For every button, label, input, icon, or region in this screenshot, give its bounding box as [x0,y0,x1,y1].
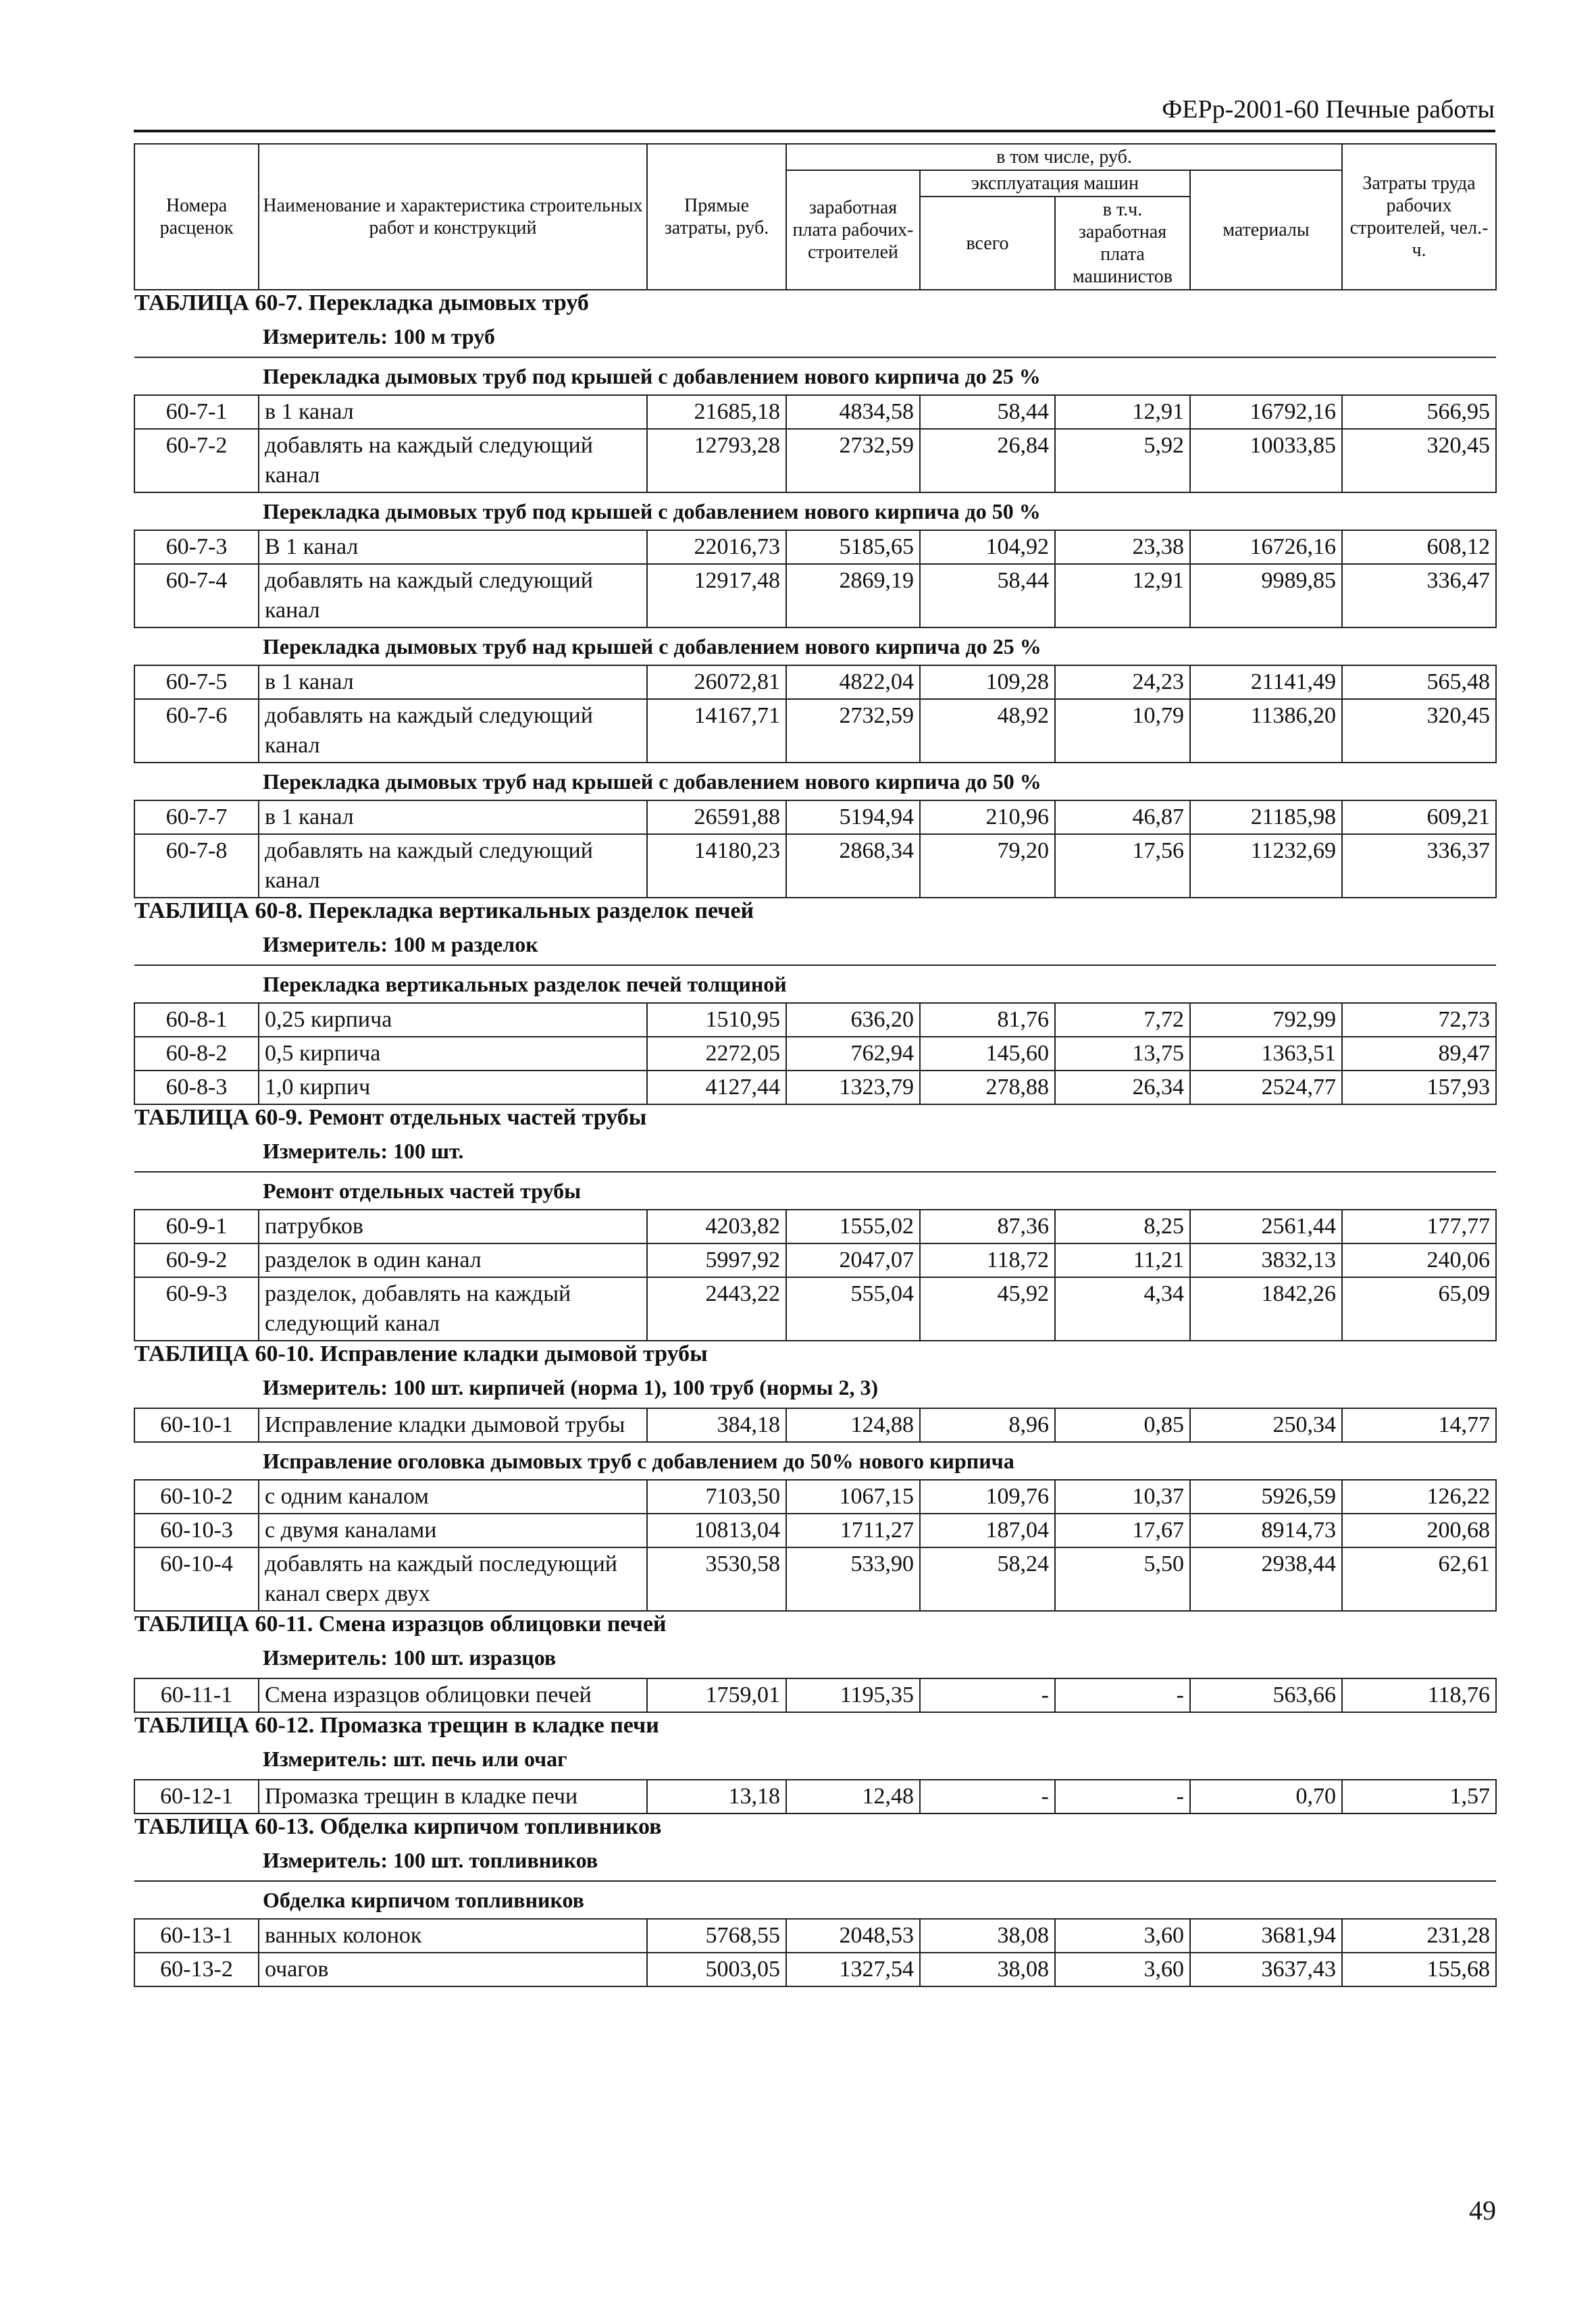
table-row [134,530,1496,564]
measure-row [134,1131,1496,1172]
cell-mach: 81,76 [920,1003,1055,1037]
cell-direct: 3530,58 [647,1547,786,1611]
cell-mach-wages: 3,60 [1055,1919,1190,1953]
cell-labor: 336,47 [1342,564,1496,627]
measure-row [134,1367,1496,1408]
section-title: ТАБЛИЦА 60-11. Смена изразцов облицовки печей [134,1612,667,1637]
cell-labor: 118,76 [1342,1678,1496,1712]
cell-mach: 145,60 [920,1037,1055,1071]
cell-name: 1,0 кирпич [259,1071,647,1104]
cell-mach: 109,28 [920,665,1055,699]
cell-labor: 565,48 [1342,665,1496,699]
cell-wages: 1323,79 [786,1071,920,1104]
cell-direct: 13,18 [647,1780,786,1814]
cell-labor: 157,93 [1342,1071,1496,1104]
table-row [134,1514,1496,1547]
section-title-row [134,1712,1496,1739]
header-rule [134,130,1495,132]
cell-direct: 1759,01 [647,1678,786,1712]
col-machines-header: эксплуатация машин [920,170,1190,197]
cell-mach-wages: 23,38 [1055,530,1190,564]
cell-direct: 384,18 [647,1408,786,1442]
cell-name: очагов [259,1953,647,1986]
cell-wages: 1555,02 [786,1210,920,1243]
cell-wages: 1711,27 [786,1514,920,1547]
cell-code: 60-7-6 [134,699,259,763]
section-title: ТАБЛИЦА 60-12. Промазка трещин в кладке печи [134,1713,659,1738]
group-heading: Перекладка дымовых труб под крышей с добавлением нового кирпича до 50 % [134,492,1496,530]
cell-direct: 22016,73 [647,530,786,564]
cell-name: Исправление кладки дымовой трубы [259,1408,647,1442]
cell-mach: 48,92 [920,699,1055,763]
cell-direct: 7103,50 [647,1480,786,1514]
cell-mach-wages: 3,60 [1055,1953,1190,1986]
cell-materials: 2561,44 [1190,1210,1342,1243]
cell-mach: 58,44 [920,395,1055,429]
cell-mach: 58,24 [920,1547,1055,1611]
cell-code: 60-9-1 [134,1210,259,1243]
table-row [134,1953,1496,1986]
measure-unit: Измеритель: 100 шт. топливников [134,1840,1496,1881]
cell-mach-wages: 12,91 [1055,395,1190,429]
table-row [134,1210,1496,1243]
cell-mach-wages: 8,25 [1055,1210,1190,1243]
cell-labor: 177,77 [1342,1210,1496,1243]
table-row [134,1071,1496,1104]
cell-wages: 4834,58 [786,395,920,429]
cell-wages: 636,20 [786,1003,920,1037]
cell-wages: 2868,34 [786,834,920,898]
cell-mach-wages: 17,56 [1055,834,1190,898]
cell-direct: 10813,04 [647,1514,786,1547]
table-row [134,800,1496,834]
table-row [134,1243,1496,1277]
measure-row [134,1637,1496,1678]
cell-mach-wages: 5,50 [1055,1547,1190,1611]
group-heading: Перекладка вертикальных разделок печей толщиной [134,965,1496,1003]
cell-name: разделок в один канал [259,1243,647,1277]
cell-name: добавлять на каждый последующий канал сверх двух [259,1547,647,1611]
table-row [134,1547,1496,1611]
group-heading-row [134,627,1496,665]
cell-materials: 2938,44 [1190,1547,1342,1611]
table-row [134,1003,1496,1037]
cell-mach-wages: 24,23 [1055,665,1190,699]
cell-mach-wages: 10,37 [1055,1480,1190,1514]
table-row [134,699,1496,763]
cell-wages: 5185,65 [786,530,920,564]
cell-name: Смена изразцов облицовки печей [259,1678,647,1712]
cell-wages: 12,48 [786,1780,920,1814]
cell-direct: 4203,82 [647,1210,786,1243]
cell-mach: 45,92 [920,1277,1055,1341]
cell-labor: 126,22 [1342,1480,1496,1514]
cell-wages: 2732,59 [786,429,920,492]
cell-mach-wages: 7,72 [1055,1003,1190,1037]
group-heading-row [134,1881,1496,1919]
col-direct-header: Прямые затраты, руб. [647,144,786,290]
cell-labor: 155,68 [1342,1953,1496,1986]
cell-materials: 5926,59 [1190,1480,1342,1514]
measure-unit: Измеритель: 100 м разделок [134,924,1496,965]
cell-materials: 9989,85 [1190,564,1342,627]
cell-name: в 1 канал [259,395,647,429]
col-materials-header: материалы [1190,170,1342,290]
cell-name: добавлять на каждый следующий канал [259,429,647,492]
cell-wages: 762,94 [786,1037,920,1071]
cell-mach: - [920,1678,1055,1712]
cell-mach: 79,20 [920,834,1055,898]
cell-mach-wages: - [1055,1780,1190,1814]
cell-materials: 1363,51 [1190,1037,1342,1071]
cell-direct: 26591,88 [647,800,786,834]
table-row [134,1678,1496,1712]
cell-code: 60-7-7 [134,800,259,834]
cell-name: добавлять на каждый следующий канал [259,699,647,763]
col-name-header: Наименование и характеристика строительных работ и конструкций [259,144,647,290]
group-heading: Перекладка дымовых труб над крышей с добавлением нового кирпича до 25 % [134,627,1496,665]
cell-wages: 4822,04 [786,665,920,699]
section-title: ТАБЛИЦА 60-10. Исправление кладки дымовой трубы [134,1341,708,1366]
cell-mach: - [920,1780,1055,1814]
section-title: ТАБЛИЦА 60-13. Обделка кирпичом топливников [134,1814,662,1839]
cell-wages: 2047,07 [786,1243,920,1277]
group-heading-row [134,1442,1496,1480]
cell-labor: 336,37 [1342,834,1496,898]
group-heading: Ремонт отдельных частей трубы [134,1172,1496,1210]
cell-materials: 8914,73 [1190,1514,1342,1547]
group-heading-row [134,1172,1496,1210]
section-title-row [134,1611,1496,1637]
cell-mach-wages: 12,91 [1055,564,1190,627]
section-title: ТАБЛИЦА 60-9. Ремонт отдельных частей трубы [134,1105,647,1130]
section-title-row [134,1104,1496,1131]
cell-code: 60-9-2 [134,1243,259,1277]
cell-labor: 608,12 [1342,530,1496,564]
cell-direct: 12793,28 [647,429,786,492]
cell-code: 60-9-3 [134,1277,259,1341]
cell-mach-wages: 13,75 [1055,1037,1190,1071]
cell-code: 60-8-1 [134,1003,259,1037]
cell-mach: 8,96 [920,1408,1055,1442]
group-heading: Перекладка дымовых труб над крышей с добавлением нового кирпича до 50 % [134,763,1496,800]
cell-mach: 278,88 [920,1071,1055,1104]
cell-wages: 1327,54 [786,1953,920,1986]
cell-mach-wages: 0,85 [1055,1408,1190,1442]
col-code-header: Номера расценок [134,144,259,290]
cell-labor: 14,77 [1342,1408,1496,1442]
group-heading: Обделка кирпичом топливников [134,1881,1496,1919]
cell-mach-wages: 17,67 [1055,1514,1190,1547]
cell-labor: 62,61 [1342,1547,1496,1611]
cell-direct: 14180,23 [647,834,786,898]
cell-mach: 26,84 [920,429,1055,492]
cell-code: 60-7-8 [134,834,259,898]
cell-materials: 21185,98 [1190,800,1342,834]
cell-materials: 11232,69 [1190,834,1342,898]
rates-table [134,143,1497,1987]
section-title-row [134,1341,1496,1367]
cell-labor: 89,47 [1342,1037,1496,1071]
cell-wages: 533,90 [786,1547,920,1611]
measure-row [134,924,1496,965]
cell-code: 60-10-4 [134,1547,259,1611]
cell-mach: 87,36 [920,1210,1055,1243]
cell-labor: 65,09 [1342,1277,1496,1341]
cell-direct: 5768,55 [647,1919,786,1953]
cell-name: В 1 канал [259,530,647,564]
cell-name: патрубков [259,1210,647,1243]
group-heading: Исправление оголовка дымовых труб с добавлением до 50% нового кирпича [134,1442,1496,1480]
cell-mach: 187,04 [920,1514,1055,1547]
group-heading-row [134,965,1496,1003]
cell-labor: 1,57 [1342,1780,1496,1814]
cell-labor: 240,06 [1342,1243,1496,1277]
table-row [134,1277,1496,1341]
table-row [134,1919,1496,1953]
cell-mach: 58,44 [920,564,1055,627]
table-row [134,1780,1496,1814]
cell-name: добавлять на каждый следующий канал [259,564,647,627]
cell-wages: 555,04 [786,1277,920,1341]
measure-row [134,1840,1496,1881]
cell-materials: 792,99 [1190,1003,1342,1037]
group-heading: Перекладка дымовых труб под крышей с добавлением нового кирпича до 25 % [134,357,1496,395]
cell-materials: 0,70 [1190,1780,1342,1814]
cell-code: 60-13-1 [134,1919,259,1953]
cell-mach: 210,96 [920,800,1055,834]
cell-code: 60-7-1 [134,395,259,429]
cell-labor: 320,45 [1342,429,1496,492]
cell-code: 60-7-5 [134,665,259,699]
cell-direct: 5997,92 [647,1243,786,1277]
cell-materials: 16726,16 [1190,530,1342,564]
cell-mach: 38,08 [920,1919,1055,1953]
measure-unit: Измеритель: 100 м труб [134,316,1496,357]
cell-name: 0,25 кирпича [259,1003,647,1037]
cell-mach-wages: 11,21 [1055,1243,1190,1277]
cell-materials: 250,34 [1190,1408,1342,1442]
cell-name: 0,5 кирпича [259,1037,647,1071]
cell-materials: 3637,43 [1190,1953,1342,1986]
cell-code: 60-13-2 [134,1953,259,1986]
measure-unit: Измеритель: 100 шт. кирпичей (норма 1), 100 труб (нормы 2, 3) [134,1367,1496,1408]
cell-direct: 2272,05 [647,1037,786,1071]
table-row [134,665,1496,699]
cell-name: разделок, добавлять на каждый следующий канал [259,1277,647,1341]
section-title-row [134,898,1496,924]
cell-wages: 2048,53 [786,1919,920,1953]
page-number: 49 [1469,2195,1496,2226]
cell-mach-wages: 10,79 [1055,699,1190,763]
cell-code: 60-10-2 [134,1480,259,1514]
col-mach-total-header: всего [920,197,1055,290]
cell-name: добавлять на каждый следующий канал [259,834,647,898]
cell-labor: 609,21 [1342,800,1496,834]
cell-mach: 118,72 [920,1243,1055,1277]
cell-code: 60-10-1 [134,1408,259,1442]
col-labor-header: Затраты труда рабочих строителей, чел.-ч. [1342,144,1496,290]
cell-wages: 5194,94 [786,800,920,834]
cell-mach-wages: 26,34 [1055,1071,1190,1104]
measure-unit: Измеритель: 100 шт. изразцов [134,1637,1496,1678]
cell-wages: 1067,15 [786,1480,920,1514]
section-title: ТАБЛИЦА 60-8. Перекладка вертикальных разделок печей [134,898,754,923]
cell-wages: 2732,59 [786,699,920,763]
measure-row [134,1739,1496,1780]
group-heading-row [134,492,1496,530]
cell-materials: 16792,16 [1190,395,1342,429]
cell-direct: 5003,05 [647,1953,786,1986]
cell-mach-wages: 5,92 [1055,429,1190,492]
cell-code: 60-8-2 [134,1037,259,1071]
cell-name: в 1 канал [259,665,647,699]
cell-materials: 563,66 [1190,1678,1342,1712]
cell-code: 60-7-4 [134,564,259,627]
cell-materials: 3832,13 [1190,1243,1342,1277]
cell-materials: 10033,85 [1190,429,1342,492]
cell-labor: 72,73 [1342,1003,1496,1037]
cell-labor: 200,68 [1342,1514,1496,1547]
col-incl-header: в том числе, руб. [786,144,1342,170]
cell-mach: 104,92 [920,530,1055,564]
cell-direct: 14167,71 [647,699,786,763]
running-head: ФЕРр-2001-60 Печные работы [1162,95,1495,124]
cell-direct: 2443,22 [647,1277,786,1341]
cell-mach-wages: 46,87 [1055,800,1190,834]
measure-unit: Измеритель: 100 шт. [134,1131,1496,1172]
cell-direct: 21685,18 [647,395,786,429]
cell-mach-wages: - [1055,1678,1190,1712]
cell-direct: 1510,95 [647,1003,786,1037]
cell-mach: 109,76 [920,1480,1055,1514]
cell-direct: 4127,44 [647,1071,786,1104]
cell-materials: 3681,94 [1190,1919,1342,1953]
cell-code: 60-7-3 [134,530,259,564]
cell-materials: 1842,26 [1190,1277,1342,1341]
cell-wages: 124,88 [786,1408,920,1442]
cell-code: 60-12-1 [134,1780,259,1814]
cell-name: ванных колонок [259,1919,647,1953]
cell-labor: 566,95 [1342,395,1496,429]
table-row [134,429,1496,492]
table-row [134,1037,1496,1071]
cell-wages: 1195,35 [786,1678,920,1712]
cell-mach: 38,08 [920,1953,1055,1986]
group-heading-row [134,763,1496,800]
measure-row [134,316,1496,357]
col-mach-wages-header: в т.ч. заработная плата машинистов [1055,197,1190,290]
header-row-1 [134,144,1496,170]
cell-code: 60-10-3 [134,1514,259,1547]
col-wages-header: заработная плата рабочих-строителей [786,170,920,290]
cell-direct: 26072,81 [647,665,786,699]
cell-materials: 2524,77 [1190,1071,1342,1104]
cell-name: в 1 канал [259,800,647,834]
cell-wages: 2869,19 [786,564,920,627]
section-title: ТАБЛИЦА 60-7. Перекладка дымовых труб [134,290,589,315]
cell-name: с одним каналом [259,1480,647,1514]
table-row [134,1480,1496,1514]
cell-labor: 231,28 [1342,1919,1496,1953]
cell-code: 60-11-1 [134,1678,259,1712]
measure-unit: Измеритель: шт. печь или очаг [134,1739,1496,1780]
cell-materials: 21141,49 [1190,665,1342,699]
cell-direct: 12917,48 [647,564,786,627]
table-row [134,834,1496,898]
table-row [134,1408,1496,1442]
cell-labor: 320,45 [1342,699,1496,763]
table-row [134,564,1496,627]
group-heading-row [134,357,1496,395]
cell-mach-wages: 4,34 [1055,1277,1190,1341]
table-row [134,395,1496,429]
cell-code: 60-7-2 [134,429,259,492]
cell-name: Промазка трещин в кладке печи [259,1780,647,1814]
section-title-row [134,1814,1496,1840]
cell-code: 60-8-3 [134,1071,259,1104]
section-title-row [134,290,1496,316]
cell-name: с двумя каналами [259,1514,647,1547]
cell-materials: 11386,20 [1190,699,1342,763]
